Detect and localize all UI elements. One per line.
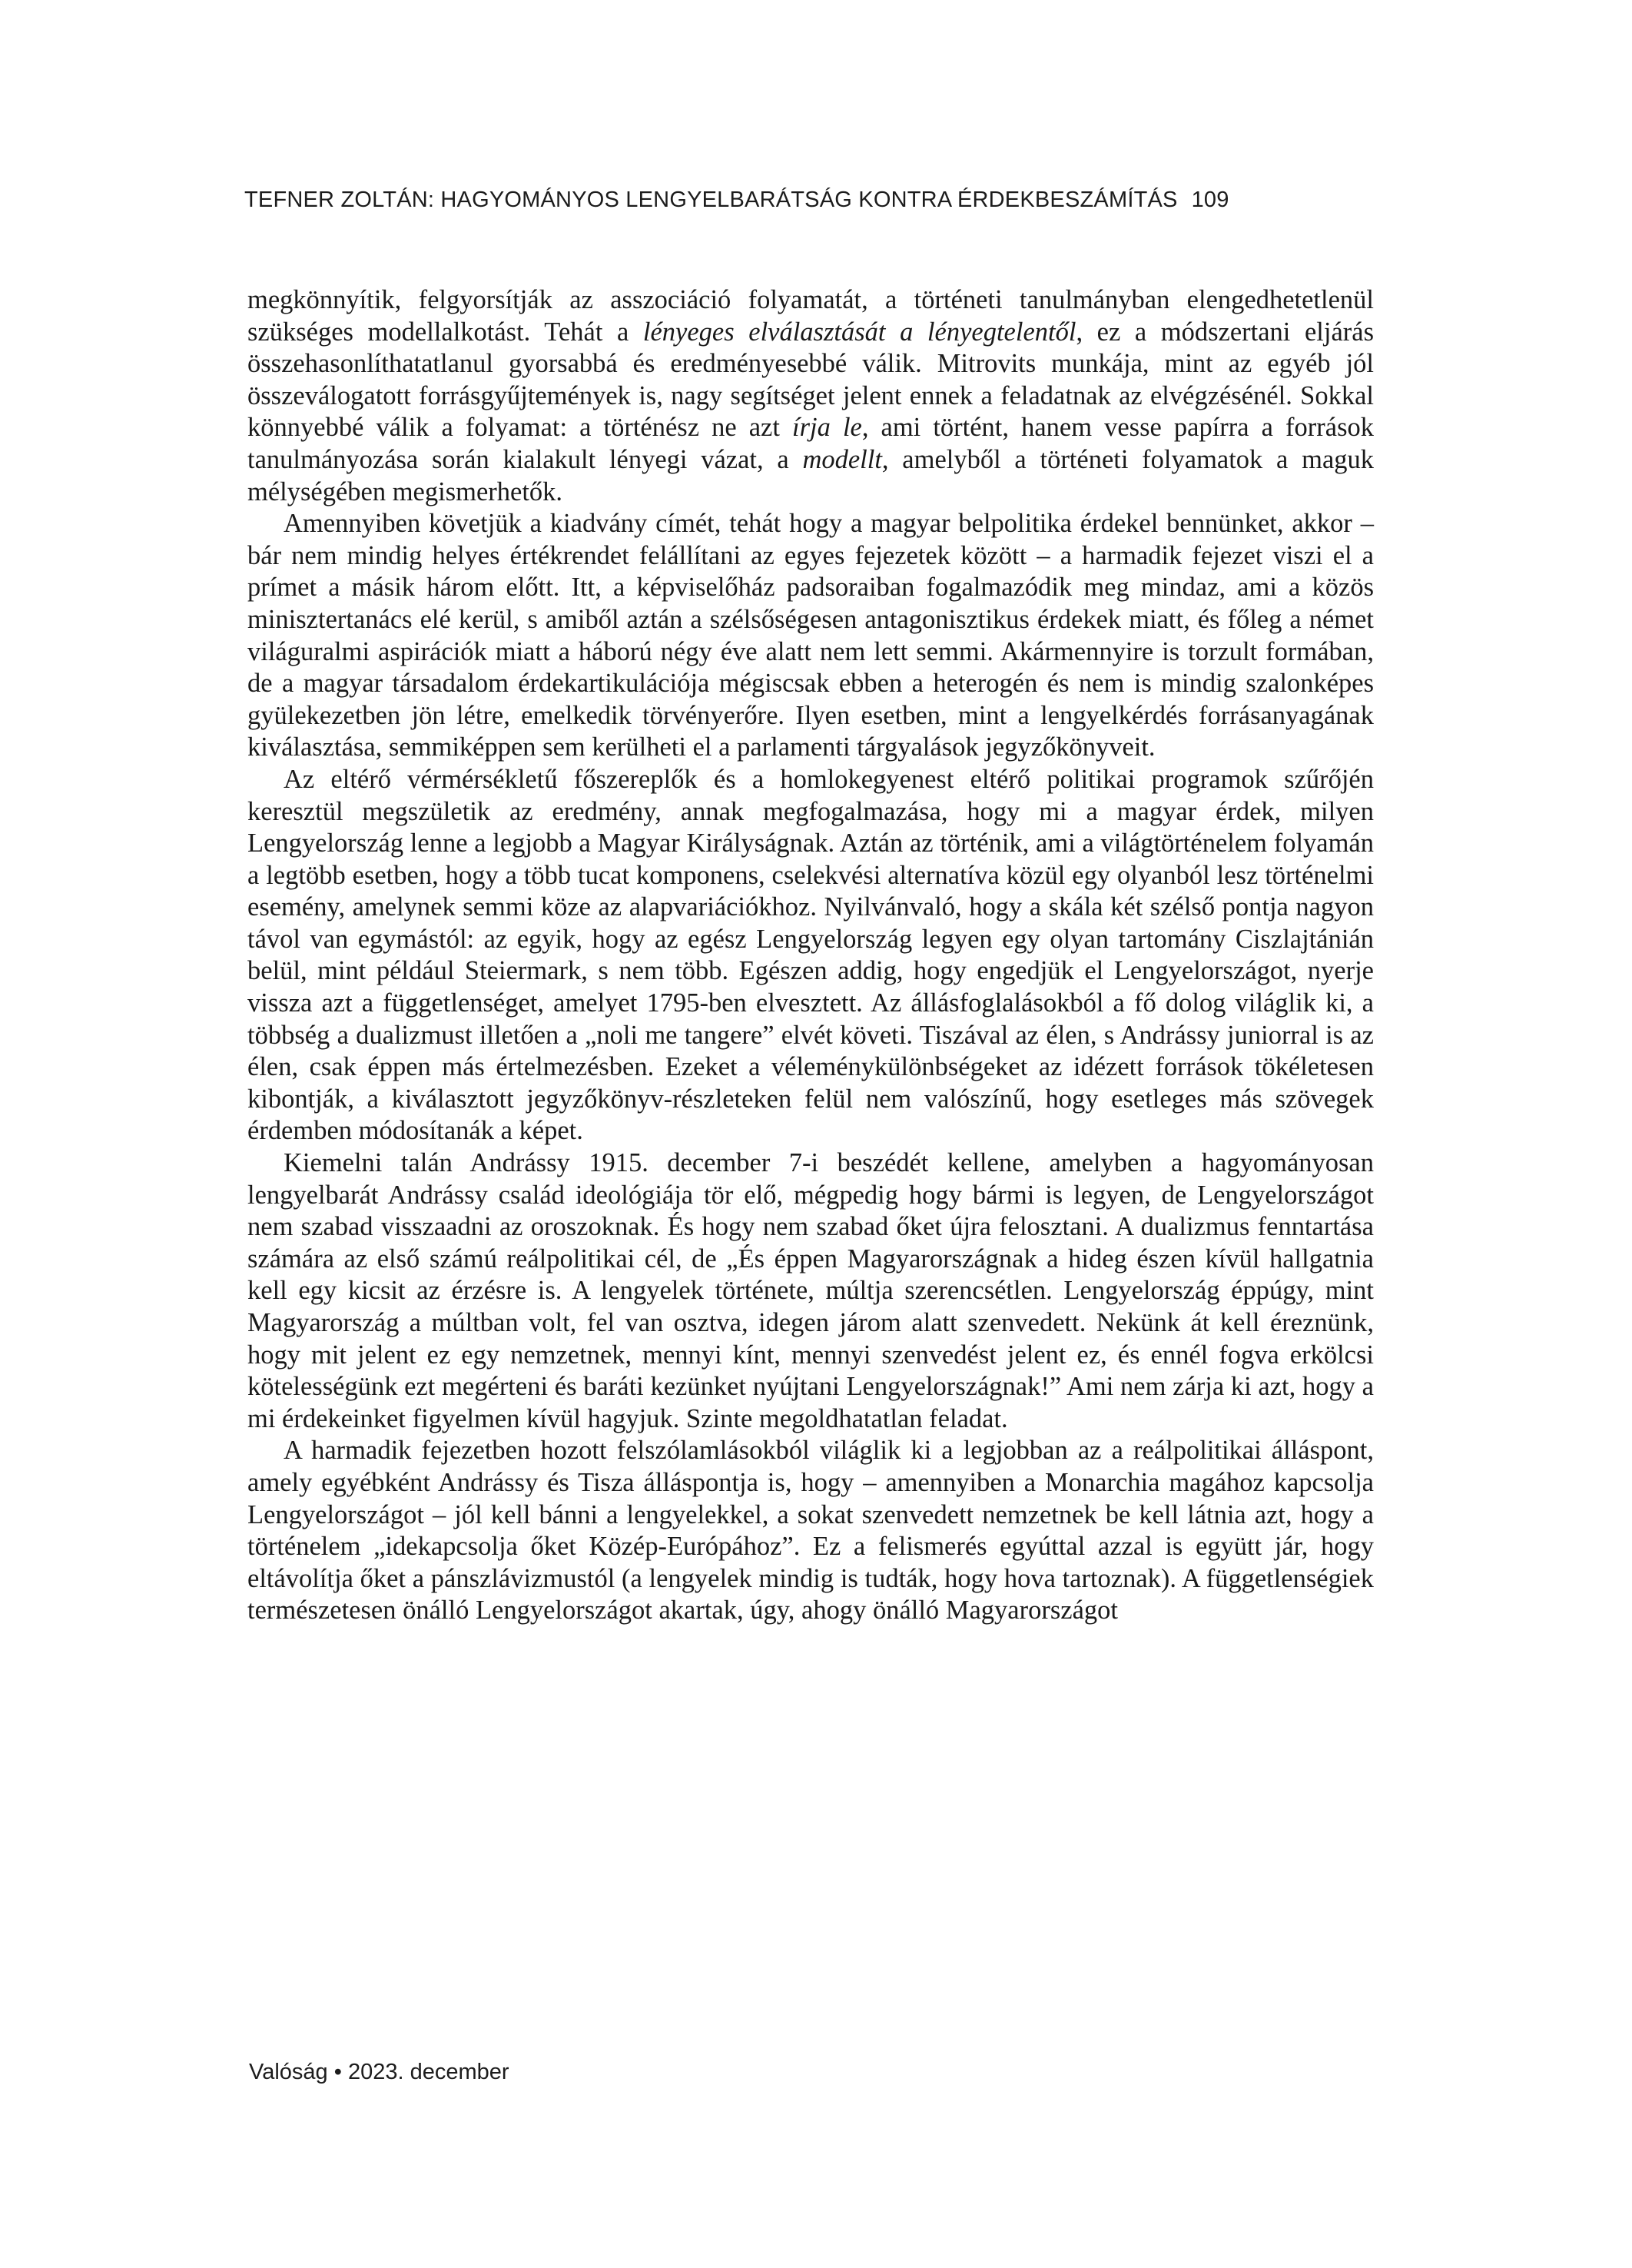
emphasis: lényeges elválasztását a lényegtelentől — [642, 317, 1076, 347]
emphasis: modellt — [802, 444, 882, 474]
text-run: , amelyből a történeti folyamatok a maguk mélységében megismerhetők. — [247, 444, 1375, 506]
article-body — [247, 284, 1374, 1627]
running-head — [244, 188, 1397, 213]
paragraph — [247, 284, 1374, 508]
page-footer — [249, 2060, 509, 2085]
paragraph: A harmadik fejezetben hozott felszólamlásokból világlik ki a legjobban az a reálpolitikai álláspont, amely egyébként Andrássy és Tisza álláspontja is, hogy – amennyiben a Monarchia magához kapcsolja Lengyelországot – jól kell bánni a lengyelekkel, a sokat szenvedett nemzetnek be kell látnia azt, hogy a történelem „idekapcsolja őket Közép-Európához”. Ez a felismerés egyúttal azzal is együtt jár, hogy eltávolítja őket a pánszlávizmustól (a lengyelek mindig is tudták, hogy hova tartoznak). A függetlenségiek természetesen önálló Lengyelországot akartak, úgy, ahogy önálló Magyarországot — [247, 1436, 1374, 1625]
text-run: megkönnyítik, felgyorsítják az asszociáció folyamatát, a történeti tanulmányban elengedhetetlenül szükséges modellalkotást. Tehát a — [247, 285, 1374, 347]
issue-date: 2023. december — [347, 2060, 509, 2084]
text-run: , ami történt, hanem vesse papírra a források tanulmányozása során kialakult lényegi vázat, a — [247, 413, 1374, 474]
bullet-separator: • — [333, 2060, 342, 2084]
emphasis: írja le — [792, 413, 862, 443]
paragraph: Az eltérő vérmérsékletű főszereplők és a homlokegyenest eltérő politikai programok szűrőjén keresztül megszületik az eredmény, annak megfogalmazása, hogy mi a magyar érdek, milyen Lengyelország lenne a legjobb a Magyar Királyságnak. Aztán az történik, ami a világtörténelem folyamán a legtöbb esetben, hogy a több tucat komponens, cselekvési alternatíva közül egy olyanból lesz történelmi esemény, amelynek semmi köze az alapvariációkhoz. Nyilvánvaló, hogy a skála két szélső pontja nagyon távol van egymástól: az egyik, hogy az egész Lengyelország legyen egy olyan tartomány Ciszlajtánián belül, mint például Steiermark, s nem több. Egészen addig, hogy engedjük el Lengyelországot, nyerje vissza azt a függetlenséget, amelyet 1795-ben elvesztett. Az állásfoglalásokból a fő dolog világlik ki, a többség a dualizmust illetően a „noli me tangere” elvét követi. Tiszával az élen, s Andrássy juniorral is az élen, csak éppen más értelmezésben. Ezeket a véleménykülönbségeket az idézett források tökéletesen kibontják, a kiválasztott jegyzőkönyv-részleteken felül nem valószínű, hogy esetleges más szövegek érdemben módosítanák a képet. — [247, 764, 1374, 1146]
paragraph: Amennyiben követjük a kiadvány címét, tehát hogy a magyar belpolitika érdekel bennünket, akkor – bár nem mindig helyes értékrendet felállítani az egyes fejezetek között – a harmadik fejezet viszi el a prímet a másik három előtt. Itt, a képviselőház padsoraiban fogalmazódik meg mindaz, ami a közös minisztertanács elé kerül, s amiből aztán a szélsőségesen antagonisztikus érdekek miatt, és főleg a német világuralmi aspirációk miatt a háború négy éve alatt nem lett semmi. Akármennyire is torzult formában, de a magyar társadalom érdekartikulációja mégiscsak ebben a heterogén és nem is mindig szalonképes gyülekezetben jön létre, emelkedik törvényerőre. Ilyen esetben, mint a lengyelkérdés forrásanyagának kiválasztása, semmiképpen sem kerülheti el a parlamenti tárgyalások jegyzőkönyveit. — [247, 509, 1374, 762]
running-title: TEFNER ZOLTÁN: HAGYOMÁNYOS LENGYELBARÁTSÁG KONTRA ÉRDEKBESZÁMÍTÁS — [244, 188, 1178, 212]
text-run: , ez a módszertani eljárás összehasonlíthatatlanul gyorsabbá és eredményesebbé válik. Mitrovits munkája, mint az egyéb jól összeválogatott forrásgyűjtemények is, nagy segítséget jelent ennek a feladatnak az elvégzésénél. Sokkal könnyebbé válik a folyamat: a történész ne azt — [247, 317, 1374, 443]
page-number: 109 — [1191, 188, 1229, 212]
journal-name: Valóság — [249, 2060, 328, 2084]
paragraph: Kiemelni talán Andrássy 1915. december 7-i beszédét kellene, amelyben a hagyományosan lengyelbarát Andrássy család ideológiája tör elő, mégpedig hogy bármi is legyen, de Lengyelországot nem szabad visszaadni az oroszoknak. És hogy nem szabad őket újra felosztani. A dualizmus fenntartása számára az első számú reálpolitikai cél, de „És éppen Magyarországnak a hideg észen kívül hallgatnia kell egy kicsit az érzésre is. A lengyelek története, múltja szerencsétlen. Lengyelország éppúgy, mint Magyarország a múltban volt, fel van osztva, idegen járom alatt szenvedett. Nekünk át kell éreznünk, hogy mit jelent ez egy nemzetnek, mennyi kínt, mennyi szenvedést jelent ez, és ennél fogva erkölcsi kötelességünk ezt megérteni és baráti kezünket nyújtani Lengyelországnak!” Ami nem zárja ki azt, hogy a mi érdekeinket figyelmen kívül hagyjuk. Szinte megoldhatatlan feladat. — [247, 1148, 1374, 1433]
